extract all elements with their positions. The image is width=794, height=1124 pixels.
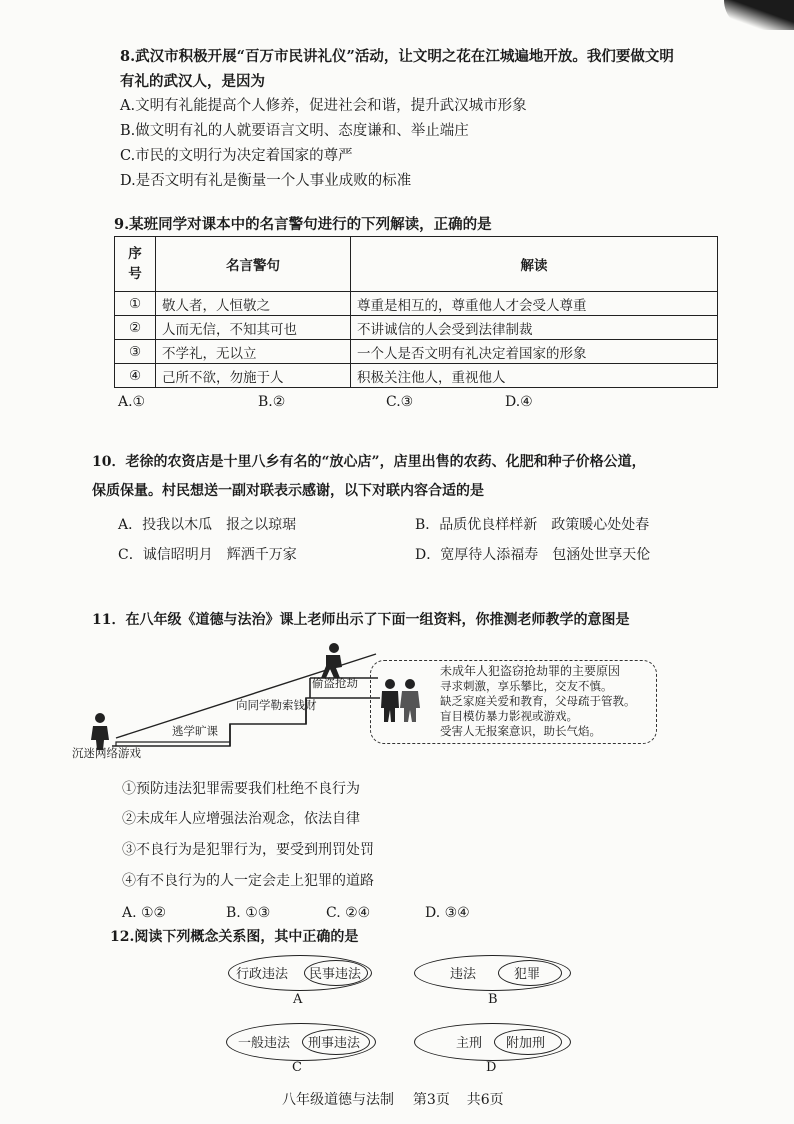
- footer-subject: 八年级道德与法制: [282, 1092, 394, 1108]
- q8-option-c: C.市民的文明行为决定着国家的尊严: [120, 148, 353, 164]
- diagram-b-letter: B: [488, 992, 498, 1007]
- q10-option-b: B．品质优良样样新 政策暖心处处春: [415, 517, 650, 533]
- q9-table: [114, 236, 718, 388]
- table-header-quote: 名言警句: [156, 237, 351, 292]
- footer-total: 共6页: [466, 1092, 504, 1108]
- table-header-seq: 序 号: [115, 237, 156, 292]
- scan-shadow: [724, 0, 794, 30]
- box-line-4: 受害人无报案意识，助长气焰。: [440, 724, 601, 738]
- q12-stem: 12.阅读下列概念关系图，其中正确的是: [110, 929, 359, 945]
- footer-page: 第3页: [412, 1092, 450, 1108]
- diagram-d-inner-label: 附加刑: [506, 1036, 546, 1051]
- box-line-1: 寻求刺激，享乐攀比，交友不慎。: [440, 679, 613, 693]
- q10-option-d: D．宽厚待人添福寿 包涵处世享天伦: [415, 547, 651, 563]
- q10-option-c: C．诚信昭明月 辉洒千万家: [118, 547, 297, 563]
- staircase-illustration: [80, 638, 380, 760]
- row-quote: 敬人者，人恒敬之: [156, 292, 351, 316]
- q9-option-b: B.②: [258, 394, 286, 410]
- q9-option-a: A.①: [118, 394, 146, 410]
- table-header-interp: 解读: [351, 237, 718, 292]
- q10-option-a: A．投我以木瓜 报之以琼琚: [118, 517, 297, 533]
- q10-stem-line2: 保质保量。村民想送一副对联表示感谢，以下对联内容合适的是: [92, 483, 484, 499]
- step-steal: 偷盗抢劫: [312, 676, 358, 690]
- q9-option-c: C.③: [386, 394, 414, 410]
- q8-stem-line1: 8.武汉市积极开展“百万市民讲礼仪”活动，让文明之花在江城遍地开放。我们要做文明: [120, 48, 674, 65]
- table-row: [115, 292, 718, 316]
- question-10: [92, 450, 732, 504]
- person-running-icon: [321, 643, 342, 678]
- box-line-2: 缺乏家庭关爱和教育，父母疏于管教。: [440, 694, 636, 708]
- page-footer: [282, 1089, 504, 1109]
- row-no: ④: [115, 364, 156, 388]
- diagram-a-inner-label: 民事违法: [309, 967, 362, 982]
- q11-item-1: ①预防违法犯罪需要我们杜绝不良行为: [122, 781, 360, 797]
- diagram-c-letter: C: [292, 1060, 302, 1075]
- q9-stem: 9.某班同学对课本中的名言警句进行的下列解读，正确的是: [114, 216, 492, 233]
- row-interp: 一个人是否文明有礼决定着国家的形象: [351, 340, 718, 364]
- q10-stem-line1: 10．老徐的农资店是十里八乡有名的“放心店”，店里出售的农药、化肥和种子价格公道，: [92, 454, 646, 470]
- diagram-c-inner-label: 刑事违法: [308, 1036, 361, 1051]
- question-8: [120, 44, 720, 194]
- diagram-b-outer-label: 违法: [450, 967, 477, 982]
- row-quote: 己所不欲，勿施于人: [156, 364, 351, 388]
- q11-item-4: ④有不良行为的人一定会走上犯罪的道路: [122, 873, 374, 889]
- q11-item-3: ③不良行为是犯罪行为，要受到刑罚处罚: [122, 842, 374, 858]
- diagram-b-inner-label: 犯罪: [514, 967, 541, 982]
- person-icon: [91, 713, 109, 750]
- row-no: ②: [115, 316, 156, 340]
- q11-stem: 11．在八年级《道德与法治》课上老师出示了下面一组资料，你推测老师教学的意图是: [92, 612, 630, 628]
- q11-option-c: C. ②④: [326, 905, 371, 921]
- diagram-d-letter: D: [486, 1060, 497, 1075]
- q11-item-2: ②未成年人应增强法治观念，依法自律: [122, 811, 360, 827]
- q11-option-d: D. ③④: [425, 905, 470, 921]
- q8-stem-line2: 有礼的武汉人，是因为: [120, 73, 265, 90]
- diagram-c-outer-label: 一般违法: [238, 1036, 291, 1051]
- table-row: [115, 340, 718, 364]
- row-interp: 尊重是相互的，尊重他人才会受人尊重: [351, 292, 718, 316]
- row-interp: 积极关注他人，重视他人: [351, 364, 718, 388]
- two-youths-icon: [376, 676, 426, 726]
- diagram-d-outer-label: 主刑: [456, 1036, 483, 1051]
- step-extort: 向同学勒索钱财: [236, 698, 317, 712]
- q9-option-d: D.④: [505, 394, 533, 410]
- table-row: [115, 316, 718, 340]
- box-title: 未成年人犯盗窃抢劫罪的主要原因: [440, 664, 621, 678]
- diagram-a-letter: A: [293, 992, 303, 1007]
- q8-option-a: A.文明有礼能提高个人修养，促进社会和谐，提升武汉城市形象: [120, 98, 527, 114]
- q8-option-d: D.是否文明有礼是衡量一个人事业成败的标准: [120, 173, 412, 189]
- diagram-a-outer-label: 行政违法: [236, 967, 289, 982]
- step-game: 沉迷网络游戏: [72, 746, 141, 760]
- row-no: ①: [115, 292, 156, 316]
- box-line-3: 盲目模仿暴力影视或游戏。: [440, 709, 578, 723]
- table-row: [115, 364, 718, 388]
- row-quote: 不学礼，无以立: [156, 340, 351, 364]
- row-no: ③: [115, 340, 156, 364]
- q11-option-b: B. ①③: [226, 905, 271, 921]
- row-quote: 人而无信，不知其可也: [156, 316, 351, 340]
- row-interp: 不讲诚信的人会受到法律制裁: [351, 316, 718, 340]
- q11-option-a: A. ①②: [122, 905, 167, 921]
- q8-option-b: B.做文明有礼的人就要语言文明、态度谦和、举止端庄: [120, 123, 469, 139]
- step-truant: 逃学旷课: [172, 724, 218, 738]
